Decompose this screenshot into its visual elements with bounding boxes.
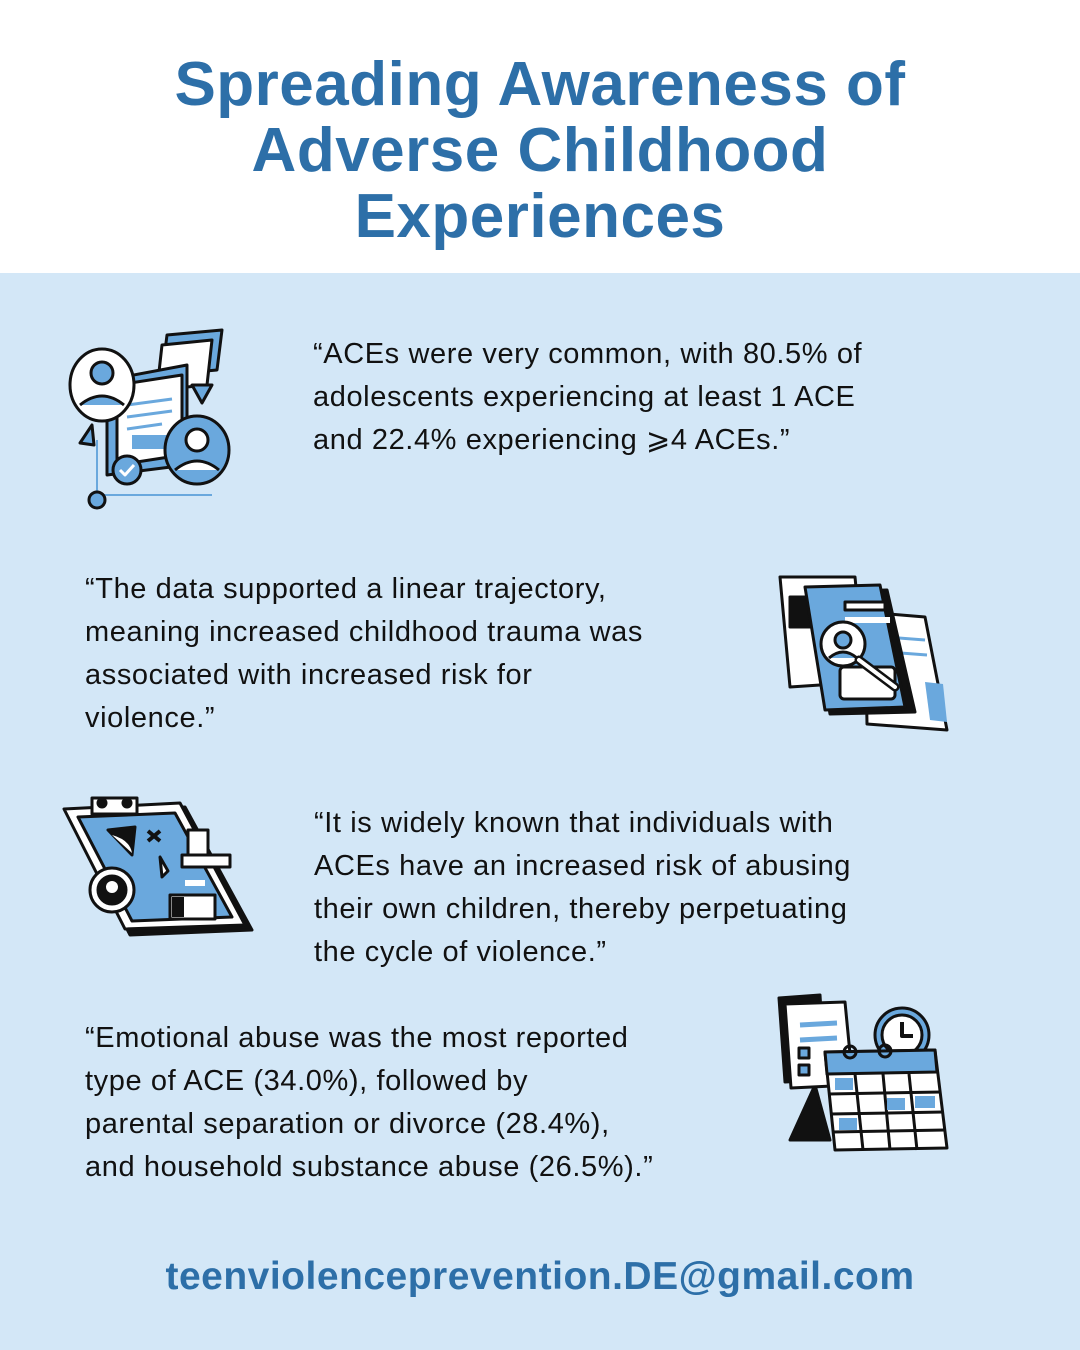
quote-1 — [313, 333, 993, 462]
quote-4-line-3: parental separation or divorce (28.4%), — [85, 1108, 610, 1140]
contact-email: teenviolenceprevention.DE@gmail.com — [165, 1255, 915, 1298]
quote-2-line-4: violence.” — [85, 702, 216, 734]
quote-1-line-2: adolescents experiencing at least 1 ACE — [313, 381, 856, 413]
quote-3 — [314, 802, 994, 974]
calendar-schedule-icon — [775, 990, 953, 1155]
quote-1-line-1: “ACEs were very common, with 80.5% of — [313, 338, 863, 370]
quote-3-line-2: ACEs have an increased risk of abusing — [314, 850, 852, 882]
quote-1-line-3: and 22.4% experiencing ⩾4 ACEs.” — [313, 424, 791, 456]
quote-4-line-1: “Emotional abuse was the most reported — [85, 1022, 629, 1054]
page-title — [0, 52, 1080, 250]
document-search-icon — [775, 572, 955, 737]
quote-4-line-2: type of ACE (34.0%), followed by — [85, 1065, 529, 1097]
title-line-2: Adverse Childhood — [251, 116, 829, 185]
strategy-tablet-icon — [60, 795, 255, 940]
quote-2-line-1: “The data supported a linear trajectory, — [85, 573, 607, 605]
title-line-3: Experiences — [354, 182, 726, 251]
title-line-1: Spreading Awareness of — [174, 50, 906, 119]
quote-3-line-4: the cycle of violence.” — [314, 936, 607, 968]
quote-2-line-3: associated with increased risk for — [85, 659, 533, 691]
quote-3-line-1: “It is widely known that individuals with — [314, 807, 834, 839]
quote-4-line-4: and household substance abuse (26.5%).” — [85, 1151, 654, 1183]
quote-4 — [85, 1017, 765, 1189]
quote-2 — [85, 568, 765, 740]
quote-2-line-2: meaning increased childhood trauma was — [85, 616, 643, 648]
profile-folder-icon — [62, 325, 237, 515]
quote-3-line-3: their own children, thereby perpetuating — [314, 893, 848, 925]
